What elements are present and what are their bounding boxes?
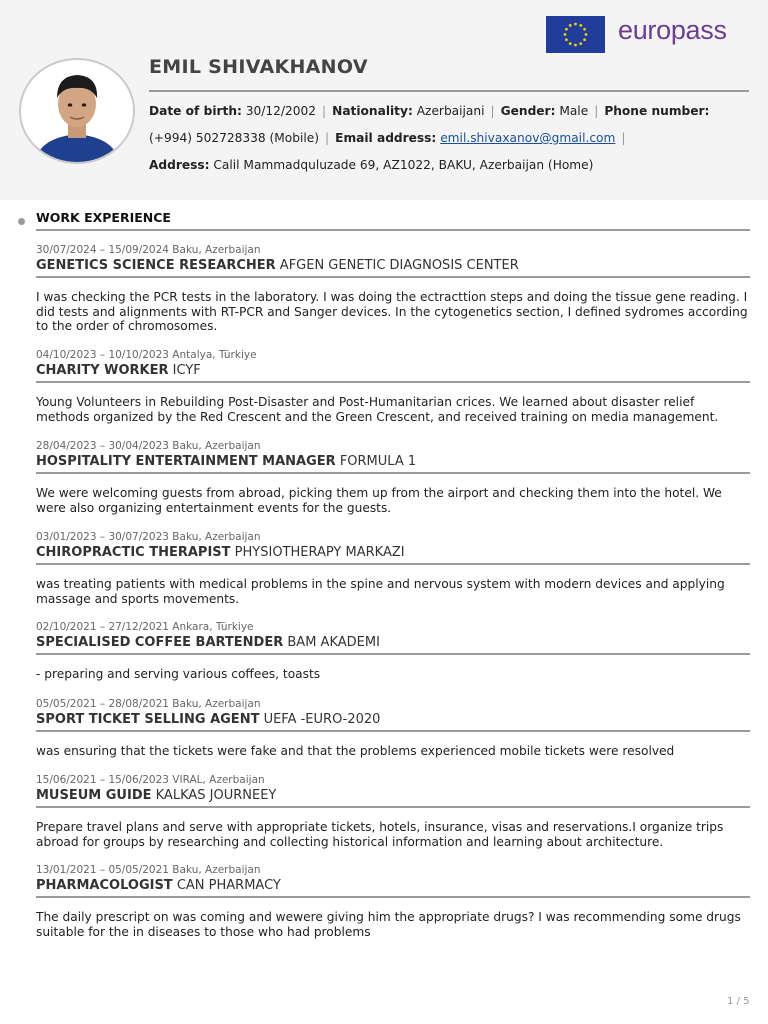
job-employer: CAN PHARMACY [176, 878, 281, 893]
job-entry [36, 773, 750, 849]
job-title: SPORT TICKET SELLING AGENT [36, 712, 260, 727]
profile-header [0, 0, 768, 200]
job-divider [36, 806, 750, 808]
job-divider [36, 653, 750, 655]
job-heading [36, 877, 750, 894]
job-divider [36, 730, 750, 732]
job-description: Prepare travel plans and serve with appropriate tickets, hotels, insurance, visas and reservations.I organize trips abroad for groups by researching and collecting historical information and learning about architecture. [36, 820, 724, 849]
job-heading [36, 362, 750, 379]
job-description: The daily prescript on was coming and wewere giving him the appropriate drugs? I was recommending some drugs suitable for the in diseases to those who had problems [36, 910, 741, 939]
page-number: 1 / 5 [727, 996, 750, 1007]
job-dates-location: 30/07/2024 – 15/09/2024 Baku, Azerbaijan [36, 244, 261, 256]
personal-info-line-2 [149, 131, 631, 145]
job-dates-location: 15/06/2021 – 15/06/2023 VIRAL, Azerbaijan [36, 774, 265, 786]
europass-logo: europass [618, 15, 727, 45]
job-entry [36, 530, 750, 606]
job-divider [36, 896, 750, 898]
job-description: We were welcoming guests from abroad, picking them up from the airport and checking them into the hotel. We were also organizing entertainment events for the guests. [36, 486, 722, 515]
address-value: Calil Mammadquluzade 69, AZ1022, BAKU, Azerbaijan (Home) [213, 158, 594, 172]
candidate-name: EMIL SHIVAKHANOV [149, 56, 368, 78]
phone-value: (+994) 502728338 (Mobile) [149, 131, 320, 145]
job-entry [36, 439, 750, 515]
separator: | [325, 131, 330, 145]
job-employer: ICYF [172, 363, 201, 378]
job-divider [36, 563, 750, 565]
job-entry [36, 620, 750, 682]
job-title: SPECIALISED COFFEE BARTENDER [36, 635, 284, 650]
job-employer: AFGEN GENETIC DIAGNOSIS CENTER [279, 258, 519, 273]
section-divider [36, 229, 750, 231]
job-entry [36, 348, 750, 424]
job-heading [36, 634, 750, 651]
eu-flag-icon [546, 16, 605, 53]
job-heading [36, 544, 750, 561]
job-employer: FORMULA 1 [339, 454, 417, 469]
job-divider [36, 276, 750, 278]
job-divider [36, 472, 750, 474]
job-employer: UEFA -EURO-2020 [263, 712, 381, 727]
job-dates-location: 04/10/2023 – 10/10/2023 Antalya, Türkiye [36, 349, 257, 361]
job-dates-location: 03/01/2023 – 30/07/2023 Baku, Azerbaijan [36, 531, 261, 543]
job-heading [36, 711, 750, 728]
job-entry [36, 697, 750, 759]
job-dates-location: 02/10/2021 – 27/12/2021 Ankara, Türkiye [36, 621, 254, 633]
gender-value: Male [559, 104, 589, 118]
job-employer: KALKAS JOURNEEY [155, 788, 277, 803]
job-divider [36, 381, 750, 383]
job-title: CHIROPRACTIC THERAPIST [36, 545, 231, 560]
email-label: Email address: [335, 131, 437, 145]
job-heading [36, 257, 750, 274]
job-title: HOSPITALITY ENTERTAINMENT MANAGER [36, 454, 336, 469]
job-entry [36, 863, 750, 939]
separator: | [490, 104, 495, 118]
profile-photo [19, 58, 135, 164]
name-divider [149, 90, 749, 92]
dob-value: 30/12/2002 [245, 104, 317, 118]
person-photo-icon [21, 60, 133, 162]
job-description: I was checking the PCR tests in the laboratory. I was doing the ectracttion steps and doing the tissue gene reading. I did tests and alignments with RT-PCR and Sanger devices. In the cytogenetics section, I defined sydromes according to the order of chromosomes. [36, 290, 748, 334]
gender-label: Gender: [500, 104, 556, 118]
job-description: was ensuring that the tickets were fake and that the problems experienced mobile tickets were resolved [36, 744, 675, 758]
job-heading [36, 787, 750, 804]
job-description: was treating patients with medical problems in the spine and nervous system with modern devices and applying massage and sports movements. [36, 577, 725, 606]
job-entry [36, 243, 750, 334]
job-heading [36, 453, 750, 470]
job-description: - preparing and serving various coffees, toasts [36, 667, 321, 681]
job-description: Young Volunteers in Rebuilding Post-Disaster and Post-Humanitarian crices. We learned about disaster relief methods organized by the Red Crescent and the Green Crescent, and received training on media management. [36, 395, 719, 424]
separator: | [322, 104, 327, 118]
personal-info-line-3 [149, 158, 593, 172]
job-title: CHARITY WORKER [36, 363, 169, 378]
job-dates-location: 05/05/2021 – 28/08/2021 Baku, Azerbaijan [36, 698, 261, 710]
nationality-label: Nationality: [332, 104, 413, 118]
separator: | [594, 104, 599, 118]
job-dates-location: 13/01/2021 – 05/05/2021 Baku, Azerbaijan [36, 864, 261, 876]
personal-info-line-1 [149, 104, 709, 118]
nationality-value: Azerbaijani [416, 104, 485, 118]
job-employer: BAM AKADEMI [287, 635, 380, 650]
email-link[interactable]: emil.shivaxanov@gmail.com [440, 131, 616, 145]
section-title-work-experience: WORK EXPERIENCE [36, 210, 171, 225]
address-label: Address: [149, 158, 210, 172]
section-bullet-icon [18, 218, 25, 225]
job-dates-location: 28/04/2023 – 30/04/2023 Baku, Azerbaijan [36, 440, 261, 452]
separator: | [621, 131, 626, 145]
job-title: PHARMACOLOGIST [36, 878, 173, 893]
job-title: MUSEUM GUIDE [36, 788, 152, 803]
job-title: GENETICS SCIENCE RESEARCHER [36, 258, 276, 273]
phone-label: Phone number: [604, 104, 710, 118]
dob-label: Date of birth: [149, 104, 242, 118]
job-employer: PHYSIOTHERAPY MARKAZI [234, 545, 405, 560]
